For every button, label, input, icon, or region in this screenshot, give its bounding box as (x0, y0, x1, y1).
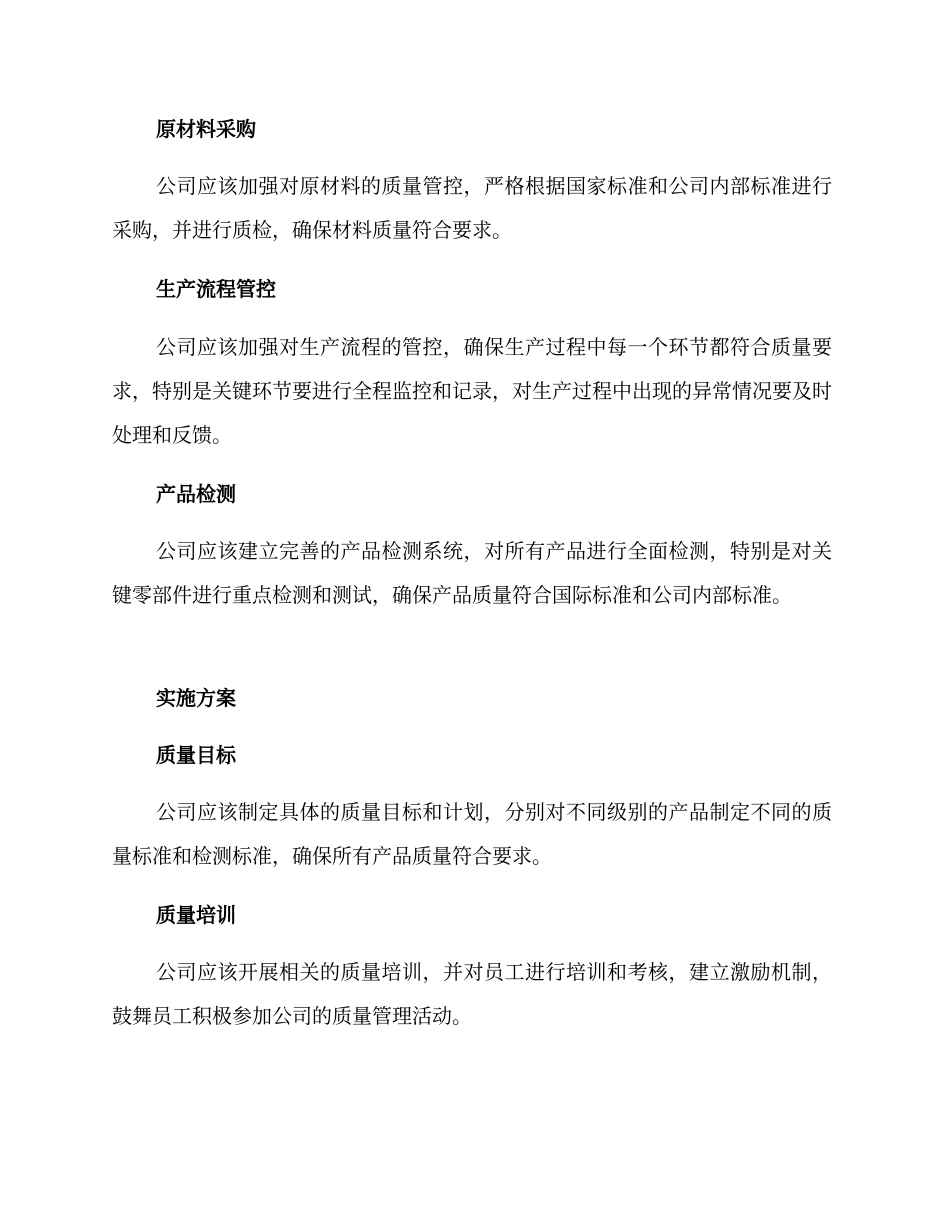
section-body-production-process-control: 公司应该加强对生产流程的管控，确保生产过程中每一个环节都符合质量要求，特别是关键环节要进行全程监控和记录，对生产过程中出现的异常情况要及时处理和反馈。 (112, 335, 832, 447)
section-heading-implementation-plan: 实施方案 (156, 686, 236, 710)
section-body-raw-material-procurement: 公司应该加强对原材料的质量管控，严格根据国家标准和公司内部标准进行采购，并进行质检，确保材料质量符合要求。 (112, 174, 832, 242)
section-body-product-inspection: 公司应该建立完善的产品检测系统，对所有产品进行全面检测，特别是对关键零部件进行重点检测和测试，确保产品质量符合国际标准和公司内部标准。 (112, 539, 832, 607)
section-heading-production-process-control: 生产流程管控 (156, 277, 276, 301)
section-heading-quality-training: 质量培训 (156, 903, 236, 927)
section-body-quality-objectives: 公司应该制定具体的质量目标和计划，分别对不同级别的产品制定不同的质量标准和检测标准，确保所有产品质量符合要求。 (112, 800, 832, 868)
section-heading-raw-material-procurement: 原材料采购 (156, 117, 256, 141)
section-heading-quality-objectives: 质量目标 (156, 743, 236, 767)
section-body-quality-training: 公司应该开展相关的质量培训，并对员工进行培训和考核，建立激励机制，鼓舞员工积极参加公司的质量管理活动。 (112, 960, 832, 1028)
section-heading-product-inspection: 产品检测 (156, 482, 236, 506)
